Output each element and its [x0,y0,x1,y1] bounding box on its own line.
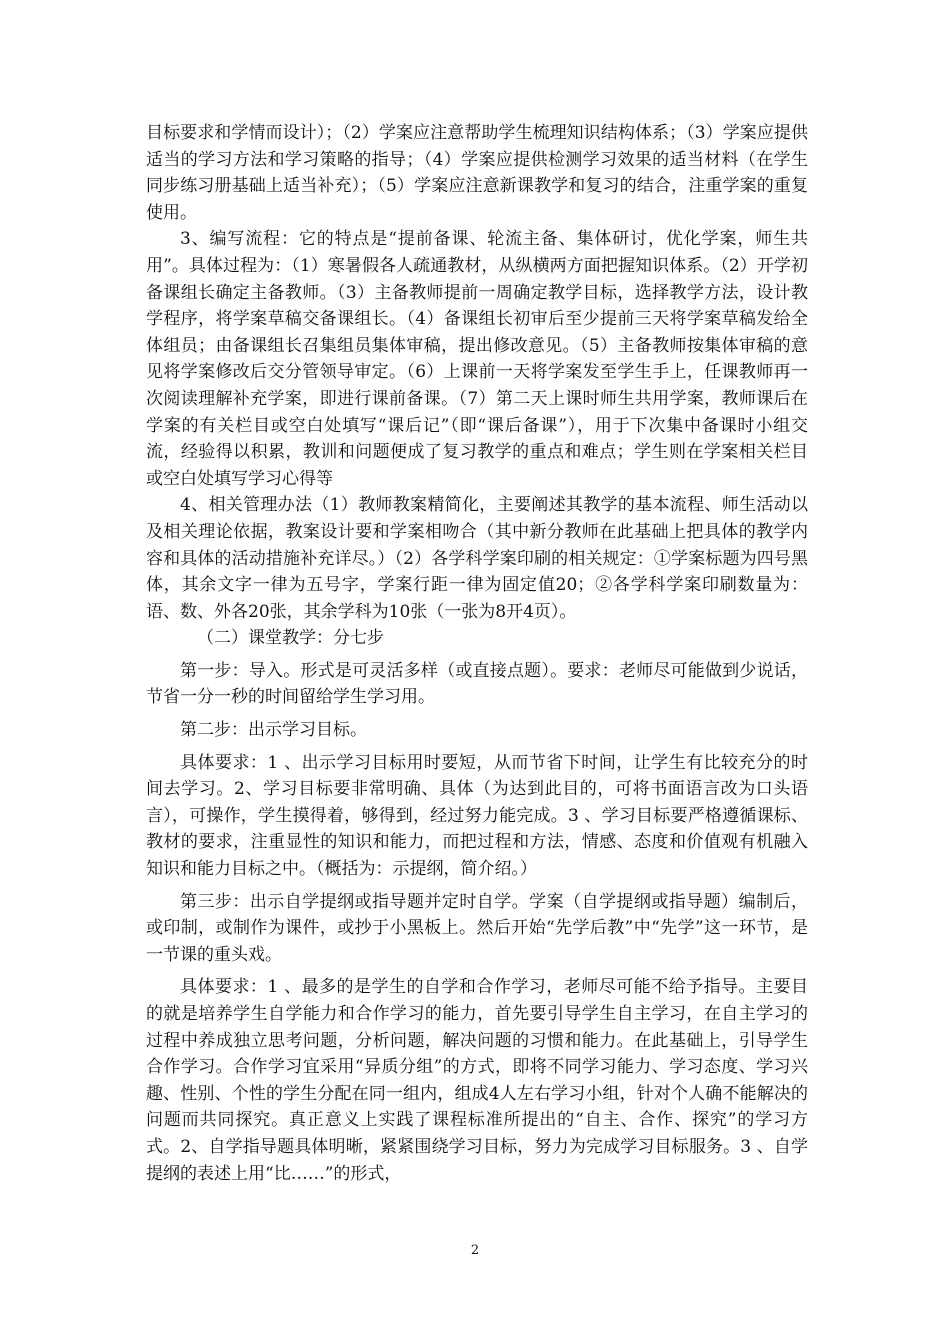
paragraph-management-methods: 4、相关管理办法（1）教师教案精简化，主要阐述其教学的基本流程、师生活动以及相关理论依据，教案设计要和学案相吻合（其中新分教师在此基础上把具体的教学内容和具体的活动措施补充详尽。）（2）各学科学案印刷的相关规定：①学案标题为四号黑体，其余文字一律为五号字，学案行距一律为固定值20；②各学科学案印刷数量为：语、数、外各20张，其余学科为10张（一张为8开4页）。 [146,495,808,622]
paragraph-learning-plan-requirements: 目标要求和学情而设计）；（2）学案应注意帮助学生梳理知识结构体系；（3）学案应提供适当的学习方法和学习策略的指导；（4）学案应提供检测学习效果的适当材料（在学生同步练习册基础上适当补充）；（5）学案应注意新课教学和复习的结合，注重学案的重复使用。 [146,123,808,223]
paragraph-writing-process: 3、编写流程：它的特点是“提前备课、轮流主备、集体研讨，优化学案，师生共用”。具体过程为：（1）寒暑假各人疏通教材，从纵横两方面把握知识体系。（2）开学初备课组长确定主备教师。（3）主备教师提前一周确定教学目标，选择教学方法，设计教学程序，将学案草稿交备课组长。（4）备课组长初审后至少提前三天将学案草稿发给全体组员；由备课组长召集组员集体审稿，提出修改意见。（5）主备教师按集体审稿的意见将学案修改后交分管领导审定。（6）上课前一天将学案发至学生手上，任课教师再一次阅读理解补充学案，即进行课前备课。（7）第二天上课时师生共用学案，教师课后在学案的有关栏目或空白处填写“课后记”（即“课后备课”），用于下次集中备课时小组交流，经验得以积累，教训和问题便成了复习教学的重点和难点；学生则在学案相关栏目或空白处填写学习心得等 [146,229,808,489]
page-number: 2 [470,1243,480,1258]
paragraph-step-three: 第三步：出示自学提纲或指导题并定时自学。学案（自学提纲或指导题）编制后，或印制，或制作为课件，或抄于小黑板上。然后开始“先学后教”中“先学”这一环节，是一节课的重头戏。 [146,891,808,965]
paragraph-step-two-requirements: 具体要求：1 、出示学习目标用时要短，从而节省下时间，让学生有比较充分的时间去学习。2、学习目标要非常明确、具体（为达到此目的，可将书面语言改为口头语言），可操作，学生摸得着，够得到，经过努力能完成。3 、学习目标要严格遵循课标、教材的要求，注重显性的知识和能力，而把过程和方法，情感、态度和价值观有机融入知识和能力目标之中。（概括为：示提纲，简介绍。） [146,752,808,880]
section-heading-classroom-teaching: （二）课堂教学：分七步 [197,628,384,649]
paragraph-step-two: 第二步：出示学习目标。 [180,720,367,741]
paragraph-step-three-requirements: 具体要求：1 、最多的是学生的自学和合作学习，老师尽可能不给予指导。主要目的就是培养学生自学能力和合作学习的能力，首先要引导学生自主学习，在自主学习的过程中养成独立思考问题，分析问题，解决问题的习惯和能力。在此基础上，引导学生合作学习。合作学习宜采用“异质分组”的方式，即将不同学习能力、学习态度、学习兴趣、性别、个性的学生分配在同一组内，组成4人左右学习小组，针对个人确不能解决的问题而共同探究。真正意义上实践了课程标准所提出的“自主、合作、探究”的学习方式。2、自学指导题具体明晰，紧紧围绕学习目标，努力为完成学习目标服务。3 、自学提纲的表述上用“比……”的形式， [146,977,808,1184]
paragraph-step-one: 第一步：导入。形式是可灵活多样（或直接点题）。要求：老师尽可能做到少说话，节省一分一秒的时间留给学生学习用。 [146,660,808,708]
document-body [146,120,808,1187]
